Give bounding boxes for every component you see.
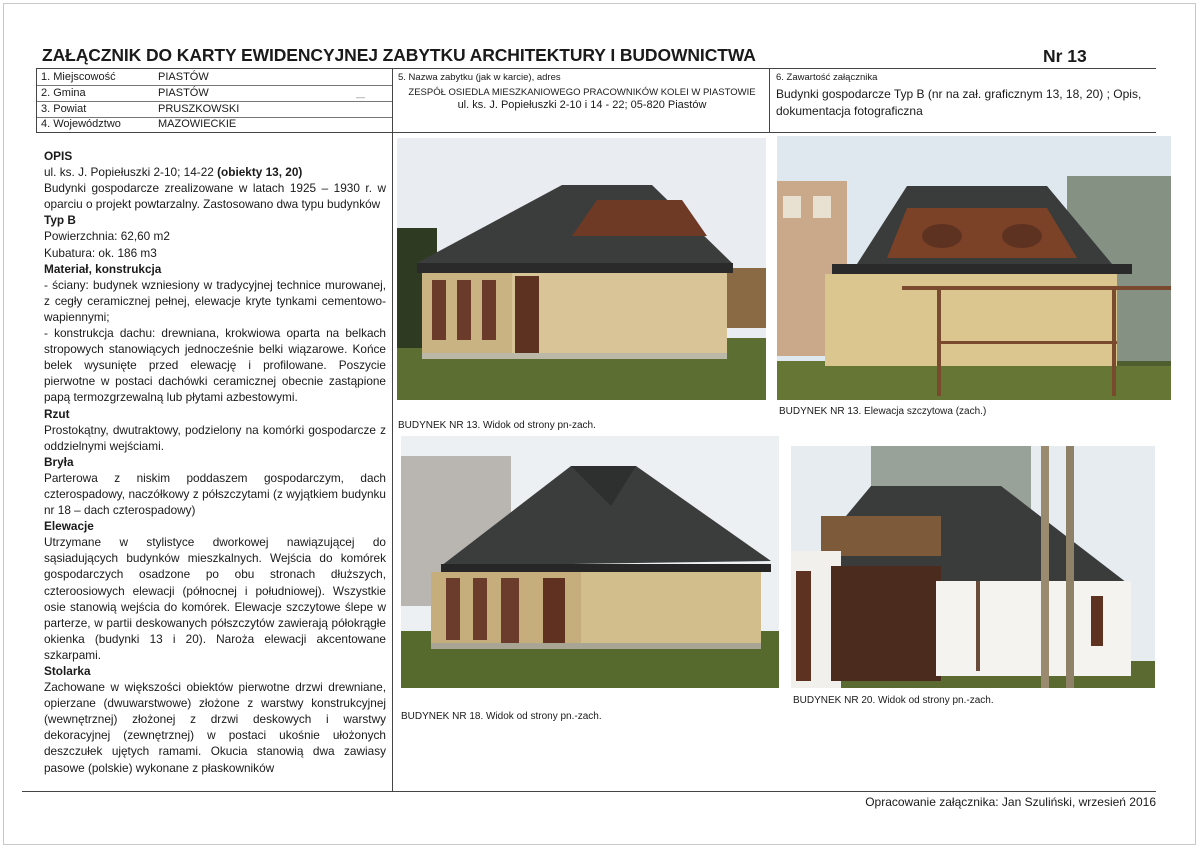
description-column	[44, 148, 386, 776]
photo-caption-1: BUDYNEK NR 13. Widok od strony pn-zach.	[398, 420, 596, 431]
location-row-rule-1	[36, 85, 392, 86]
header-divider-2	[769, 68, 770, 132]
photo-building-13-nw	[397, 138, 766, 400]
stray-dash: —	[356, 92, 365, 102]
zabytek-name: ZESPÓŁ OSIEDLA MIESZKANIOWEGO PRACOWNIKÓW KOLEI W PIASTOWIE	[408, 87, 756, 98]
location-label-1: 1. Miejscowość	[41, 71, 116, 83]
zabytek-label: 5. Nazwa zabytku (jak w karcie), adres	[398, 72, 561, 83]
photo-caption-4: BUDYNEK NR 20. Widok od strony pn.-zach.	[793, 695, 994, 706]
location-label-2: 2. Gmina	[41, 87, 86, 99]
photo-building-13-gable	[777, 136, 1171, 400]
volume-text: Kubatura: ok. 186 m3	[44, 245, 157, 260]
photo-caption-3: BUDYNEK NR 18. Widok od strony pn.-zach.	[401, 711, 602, 722]
location-value-2: PIASTÓW	[158, 87, 209, 99]
location-value-3: PRUSZKOWSKI	[158, 103, 240, 115]
zawartosc-text: Budynki gospodarcze Typ B (nr na zał. graficznym 13, 18, 20) ; Opis, dokumentacja fotograficzna	[776, 87, 1142, 118]
bryla-text: Parterowa z niskim poddaszem gospodarczym, dach czterospadowy, naczółkowy z półszczytami (z wyjątkiem budynku nr 18 – dach czterospadowy)	[44, 470, 386, 518]
location-row-rule-2	[36, 101, 392, 102]
photo-building-18-nw	[401, 436, 779, 688]
rzut-text: Prostokątny, dwutraktowy, podzielony na komórki gospodarcze z oddzielnymi wejściami.	[44, 422, 386, 453]
header-top-rule	[36, 68, 1156, 69]
material-roof-text: - konstrukcja dachu: drewniana, krokwiowa oparta na belkach stropowych stanowiących jednocześnie belki wiązarowe. Końce belek wysunięte przed elewację i profilowane. Poszycie pierwotne w postaci dachówki ceramicznej obecnie zastąpione papą termozgrzewalną lub płytami azbestowymi.	[44, 326, 386, 405]
location-value-4: MAZOWIECKIE	[158, 118, 237, 130]
address-line-objects: (obiekty 13, 20)	[217, 165, 303, 180]
header-bottom-rule	[36, 132, 1156, 133]
material-heading: Materiał, konstrukcja	[44, 261, 162, 276]
typ-heading: Typ B	[44, 213, 76, 228]
document-number: Nr 13	[1043, 46, 1087, 66]
address-line-text: ul. ks. J. Popiełuszki 2-10; 14-22	[44, 165, 218, 180]
location-label-4: 4. Województwo	[41, 118, 121, 130]
location-value-1: PIASTÓW	[158, 71, 209, 83]
footer-rule	[22, 791, 1156, 792]
area-text: Powierzchnia: 62,60 m2	[44, 229, 170, 244]
bryla-heading: Bryła	[44, 454, 74, 469]
header-left-edge	[36, 68, 37, 132]
opis-heading: OPIS	[44, 149, 73, 163]
stolarka-text: Zachowane w większości obiektów pierwotne drzwi drewniane, opierzane (dwuwarstwowe) złożone z warstwy konstrukcyjnej (wewnętrznej) złożonej z drzwi deskowych i warstwy dekoracyjnej (zewnętrznej) w postaci ukośnie ułożonych deszczułek ujętych ramami. Okucia stanowią dwa zawiasy pasowe (polskie) wykonane z płaskowników	[44, 680, 386, 775]
photo-caption-2: BUDYNEK NR 13. Elewacja szczytowa (zach.)	[779, 406, 987, 417]
page-title: ZAŁĄCZNIK DO KARTY EWIDENCYJNEJ ZABYTKU ARCHITEKTURY I BUDOWNICTWA	[42, 45, 756, 65]
stolarka-heading: Stolarka	[44, 664, 91, 678]
elewacje-heading: Elewacje	[44, 519, 94, 534]
rzut-heading: Rzut	[44, 406, 70, 421]
address-line	[44, 164, 386, 180]
intro-text: Budynki gospodarcze zrealizowane w latach 1925 – 1930 r. w oparciu o projekt powtarzalny. Zastosowano dwa typu budynków	[44, 181, 386, 212]
header-divider-1	[392, 68, 393, 792]
footer-author: Opracowanie załącznika: Jan Szuliński, wrzesień 2016	[865, 795, 1156, 809]
zawartosc-label: 6. Zawartość załącznika	[776, 72, 878, 83]
zabytek-address: ul. ks. J. Popiełuszki 2-10 i 14 - 22; 05-820 Piastów	[457, 99, 707, 111]
zabytek-block	[396, 86, 768, 112]
material-walls-text: - ściany: budynek wzniesiony w tradycyjnej technice murowanej, z cegły ceramicznej pełnej, elewacje kryte tynkami cementowo-wapiennymi;	[44, 277, 386, 324]
elewacje-text: Utrzymane w stylistyce dworkowej nawiązującej do sąsiadujących budynków mieszkalnych. Wejścia do komórek gospodarczych osadzone po obu stronach dłuższych, czteroosiowych elewacji (północnej i południowej). Wszystkie osie stanowią wejścia do komórek. Elewacje szczytowe ślepe w parterze, w partii deskowanych półszczytów zawierają półokrągłe okienka (budynki 13 i 20). Naroża elewacji akcentowane szkarpami.	[44, 535, 386, 662]
photo-building-20-nw	[791, 446, 1155, 688]
location-label-3: 3. Powiat	[41, 103, 87, 115]
